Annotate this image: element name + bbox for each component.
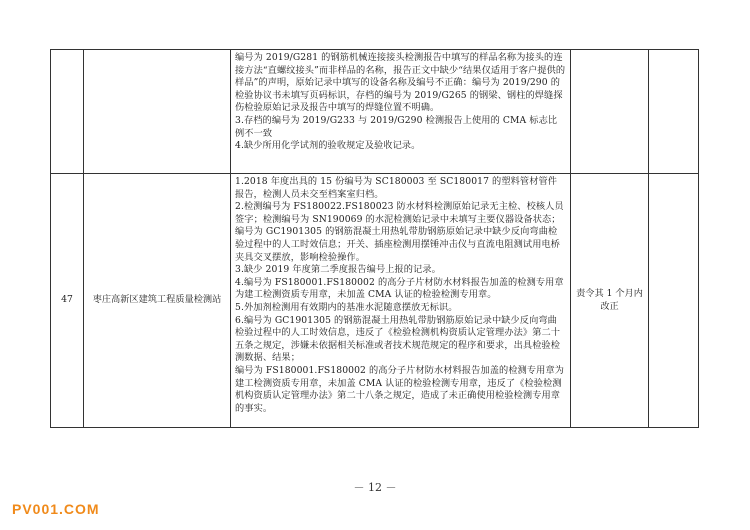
table-row [51, 50, 699, 174]
result-cell [571, 50, 649, 174]
table-row [51, 174, 699, 428]
row-number-cell [51, 50, 84, 174]
unit-name-cell: 枣庄高新区建筑工程质量检测站 [84, 174, 231, 428]
result-cell: 责令其 1 个月内改正 [571, 174, 649, 428]
issue-text: 3.存档的编号为 2019/G233 与 2019/G290 检测报告上使用的 CMA 标志比例不一致 [235, 114, 558, 139]
issue-text: 4.缺少所用化学试剂的验收规定及验收记录。 [235, 140, 421, 152]
issue-text: 编号为 2019/G281 的钢筋机械连接接头检测报告中填写的样品名称为接头的连接方法“直螺纹接头”而非样品的名称，报告正文中缺少“结果仅适用于客户提供的样品”的声明，原始记录中填写的设备名称及编号不正确：编号为 2019/290 的检验协议书未填写页码标识，存档的编号为 2019/G265 的钢梁、钢柱的焊缝探伤检验原始记录及报告中填写的焊缝位置不明确。 [235, 52, 566, 114]
issues-cell [231, 174, 571, 428]
remark-cell [649, 174, 699, 428]
page-number: － 12 － [353, 481, 397, 494]
issue-text: 4.编号为 FS180001.FS180002 的高分子片材防水材料报告加盖的检测专用章为建工检测资质专用章，未加盖 CMA 认证的检验检测专用章。 [235, 276, 564, 301]
issue-text: 1.2018 年度出具的 15 份编号为 SC180003 至 SC180017 的塑料管材管件报告，检测人员未交至档案室归档。 [235, 176, 558, 200]
issue-text: 3.缺少 2019 年度第二季度报告编号上报的记录。 [235, 264, 441, 276]
row-number-cell: 47 [51, 174, 84, 428]
issue-text: 编号为 FS180001.FS180002 的高分子片材防水材料报告加盖的检测专用章为建工检测资质专用章，未加盖 CMA 认证的检验检测专用章，违反了《检验检测机构资质认定管理办法》第二十八条之规定，造成了未正确使用检验检测专用章的事实。 [235, 364, 565, 414]
watermark-logo: PV001.COM [12, 501, 100, 517]
issues-cell [231, 50, 571, 174]
issue-text: 6.编号为 GC1901305 的钢筋混凝土用热轧带肋钢筋原始记录中缺少反向弯曲检验过程中的人工时效信息，违反了《检验检测机构资质认定管理办法》第二十五条之规定，涉嫌未依据相关标准或者技术规范规定的程序和要求，出具检验检测数据、结果； [235, 314, 561, 364]
issue-text: 5.外加剂检测用有效期内的基准水泥随意摆放无标识。 [235, 301, 458, 313]
inspection-results-table [50, 49, 699, 428]
unit-name-cell [84, 50, 231, 174]
remark-cell [649, 50, 699, 174]
issue-text: 2.检测编号为 FS180022.FS180023 防水材料检测原始记录无主检、校核人员签字；检测编号为 SN190069 的水泥检测始记录中未填写主要仪器设备状态；编号为 GC1901305 的钢筋混凝土用热轧带肋钢筋原始记录中缺少反向弯曲检验过程中的人工时效信息；开关、插座检测用摆锤冲击仪与直流电阻测试用电桥夹具交叉摆放，影响检验操作。 [235, 201, 564, 263]
